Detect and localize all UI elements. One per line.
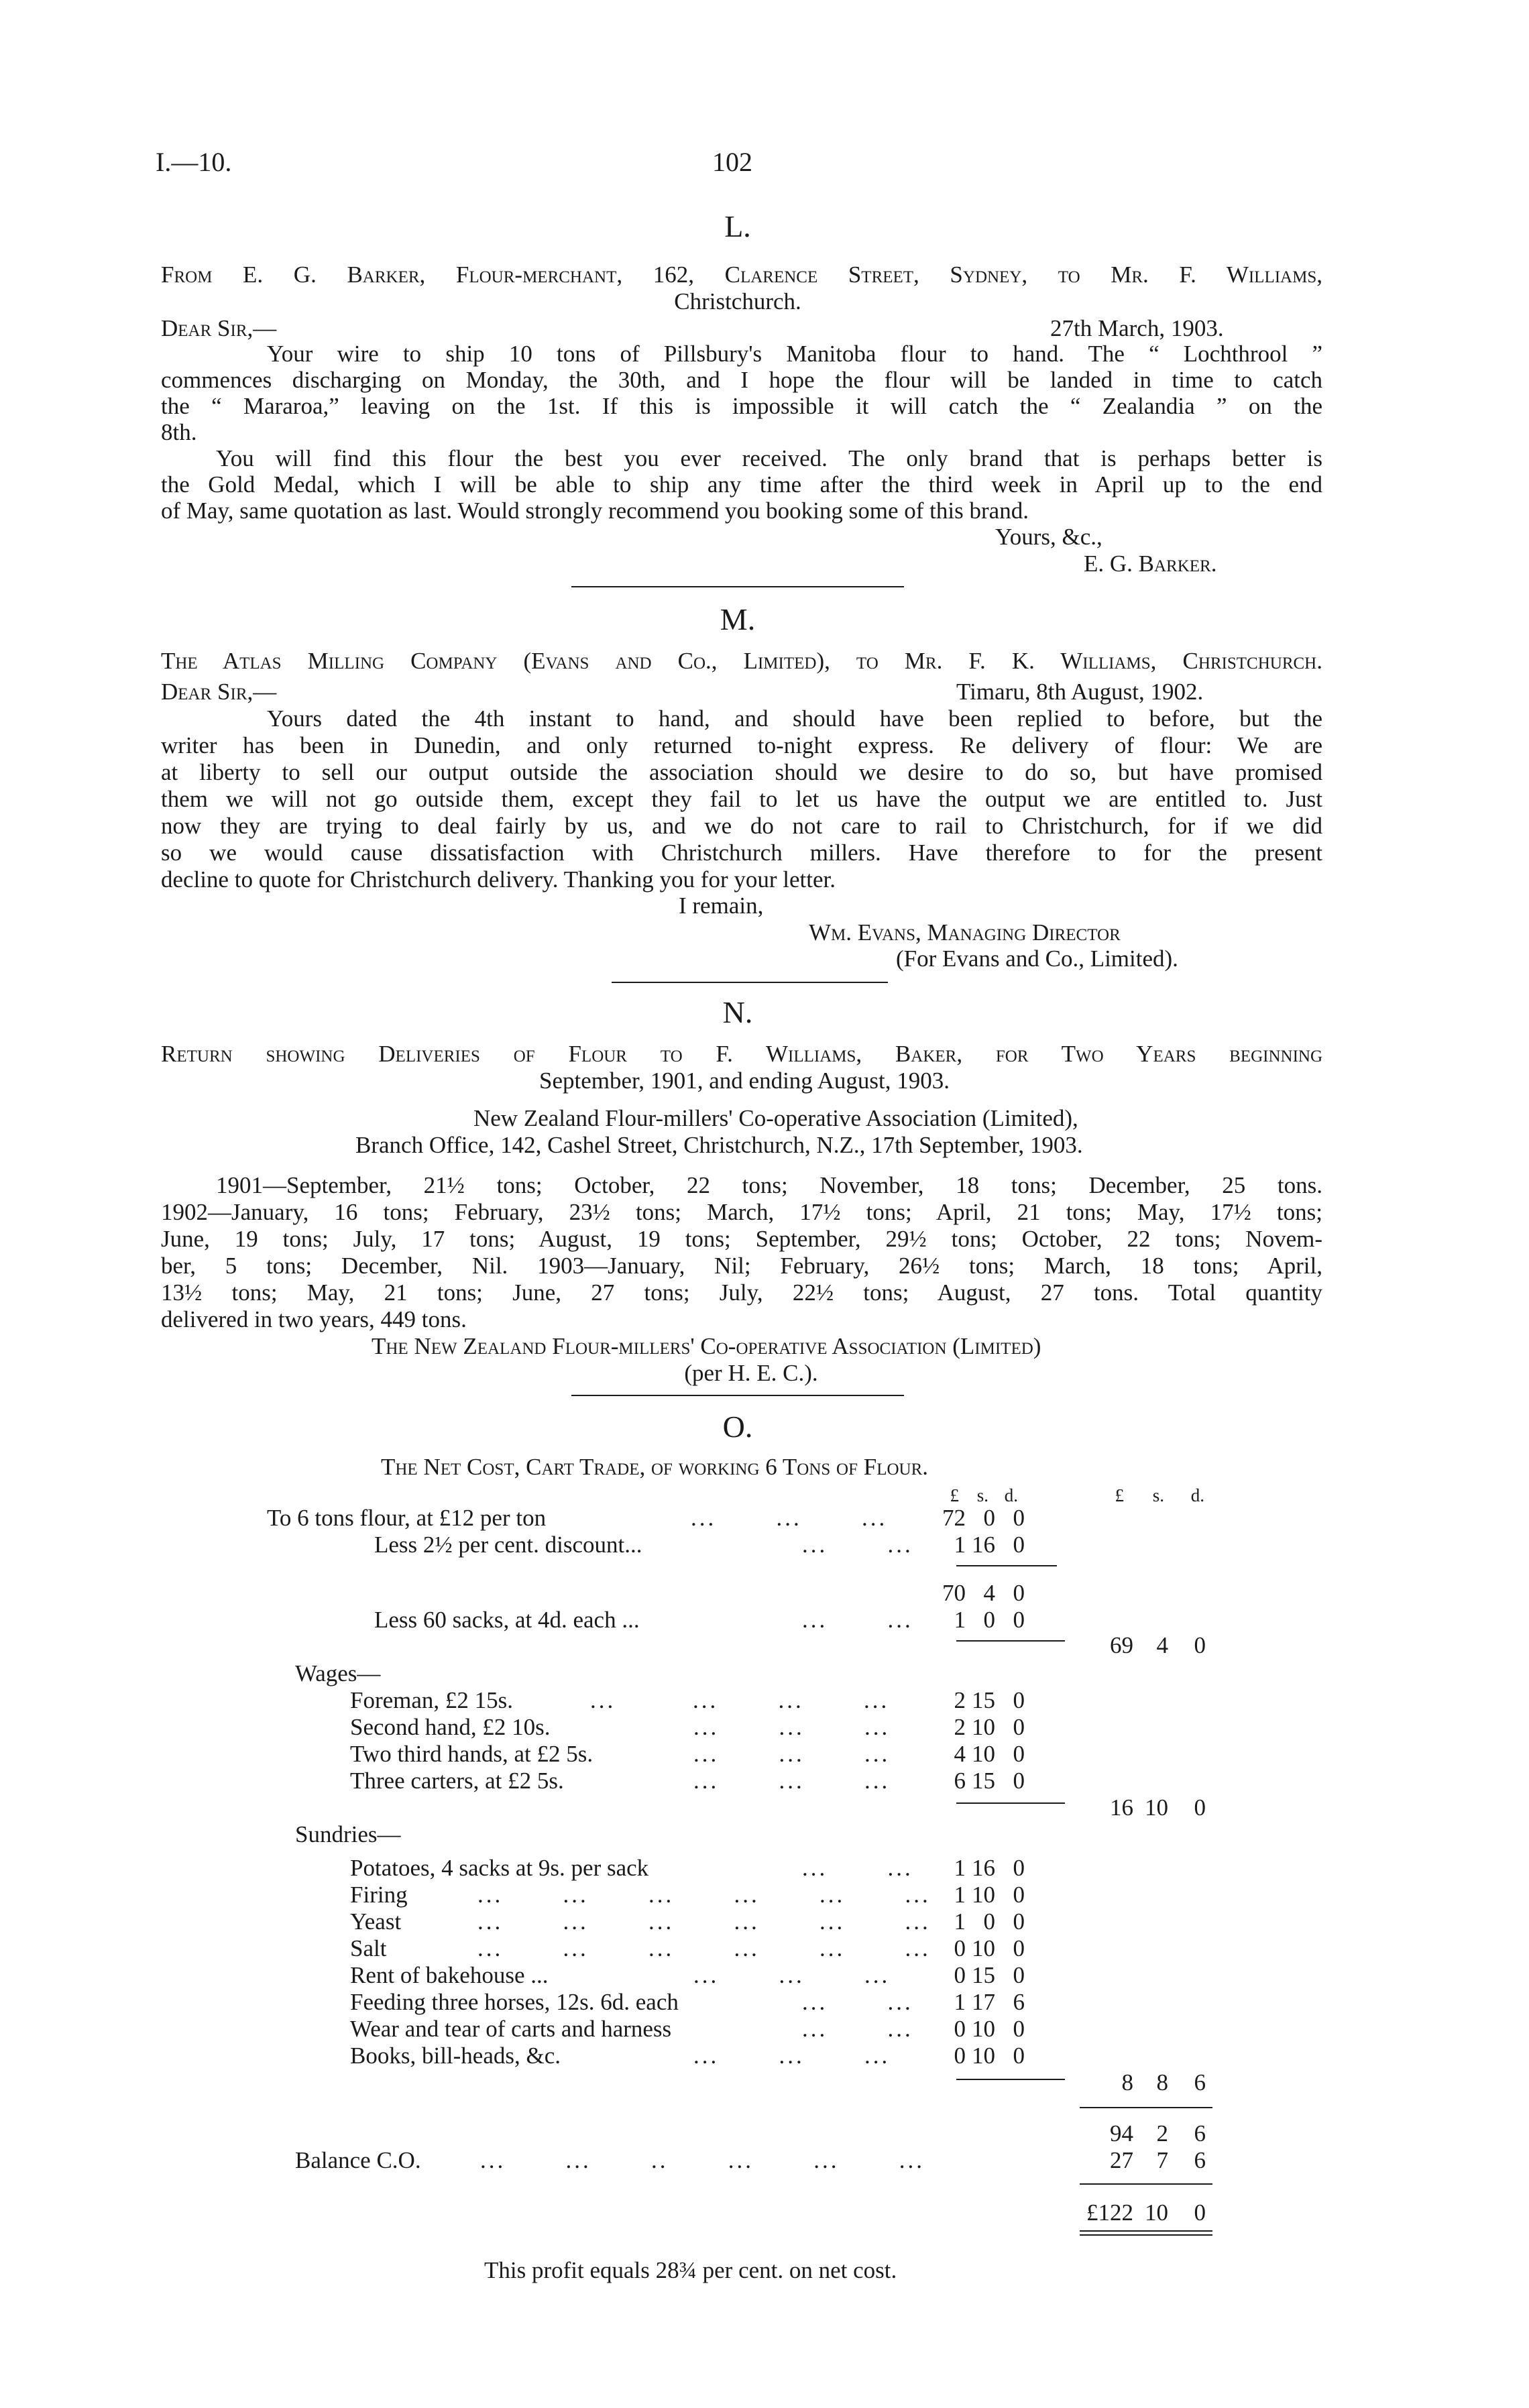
amount-pounds: 4 — [954, 1741, 966, 1767]
section-l-salutation: Dear Sir,— — [161, 315, 277, 341]
grand-total-pounds: £122 — [1086, 2199, 1133, 2226]
amount-pounds: 6 — [954, 1768, 966, 1794]
section-m-date: Timaru, 8th August, 1902. — [956, 679, 1204, 705]
amount-pounds: 2 — [954, 1714, 966, 1740]
amount-shillings: 10 — [972, 1935, 995, 1961]
amount-shillings: 10 — [972, 1714, 995, 1740]
section-m-paragraph-line6: so we would cause dissatisfaction with Christchurch millers. Have therefore to for the present — [161, 840, 1322, 866]
section-l-paragraph1-line1: Your wire to ship 10 tons of Pillsbury's Manitoba flour to hand. The “ Lochthrool ” — [267, 341, 1322, 367]
section-l-signature: E. G. Barker. — [1084, 551, 1217, 577]
amount-pence: 0 — [1013, 1768, 1025, 1794]
leader-dots: ... ... ... — [693, 1768, 891, 1794]
section-n-body-line2: 1902—January, 16 tons; February, 23½ tons; March, 17½ tons; April, 21 tons; May, 17½ tons; — [161, 1199, 1322, 1225]
amount-pence: 0 — [1013, 2043, 1025, 2069]
total-pence: 0 — [1194, 1632, 1206, 1658]
section-m-paragraph-line2: writer has been in Dunedin, and only returned to-night express. Re delivery of flour: We are — [161, 732, 1322, 758]
grand-total-shillings: 10 — [1145, 2199, 1168, 2226]
account-item-label: Yeast — [350, 1908, 402, 1935]
amount-pounds: 0 — [954, 2016, 966, 2042]
column-header-pounds-total: £ — [1115, 1485, 1124, 1505]
total-pounds: 69 — [1110, 1632, 1133, 1658]
amount-pounds: 72 — [942, 1505, 966, 1531]
section-o-title: The Net Cost, Cart Trade, of working 6 Tons of Flour. — [381, 1454, 928, 1480]
account-item-label: Firing — [350, 1882, 408, 1908]
section-divider — [612, 982, 888, 983]
amount-pence: 0 — [1013, 1882, 1025, 1908]
sum-pence: 6 — [1194, 2120, 1206, 2146]
total-shillings: 8 — [1156, 2069, 1168, 2096]
amount-pence: 0 — [1013, 1505, 1025, 1531]
leader-dots: ... ... ... — [693, 2043, 891, 2069]
column-header-shillings: s. — [976, 1485, 988, 1505]
section-l-closing: Yours, &c., — [995, 524, 1102, 550]
section-n-signature: The New Zealand Flour-millers' Co-operative Association (Limited) — [372, 1333, 1041, 1359]
section-l-paragraph1-line2: commences discharging on Monday, the 30th, and I hope the flour will be landed in time to catch — [161, 367, 1322, 393]
grand-total-pence: 0 — [1194, 2199, 1206, 2226]
section-l-paragraph1-line4: 8th. — [161, 419, 197, 445]
amount-pounds: 1 — [954, 1882, 966, 1908]
amount-pence: 0 — [1013, 1741, 1025, 1767]
amount-shillings: 0 — [983, 1505, 995, 1531]
section-n-body-line5: 13½ tons; May, 21 tons; June, 27 tons; July, 22½ tons; August, 27 tons. Total quantity — [161, 1279, 1322, 1306]
leader-dots: ... ... — [802, 1607, 913, 1633]
amount-pounds: 1 — [954, 1908, 966, 1935]
section-divider — [571, 586, 904, 587]
leader-dots: ... ... ... — [693, 1714, 891, 1740]
amount-shillings: 0 — [983, 1607, 995, 1633]
grand-total-rule — [1080, 2183, 1212, 2185]
section-n-body-line3: June, 19 tons; July, 17 tons; August, 19 tons; September, 29½ tons; October, 22 tons; Novem- — [161, 1226, 1322, 1252]
amount-pounds: 1 — [954, 1855, 966, 1881]
amount-pence: 6 — [1013, 1989, 1025, 2015]
section-m-salutation: Dear Sir,— — [161, 679, 277, 705]
section-n-body-line1: 1901—September, 21½ tons; October, 22 tons; November, 18 tons; December, 25 tons. — [216, 1172, 1322, 1198]
balance-pounds: 27 — [1110, 2147, 1133, 2173]
account-item-label: Feeding three horses, 12s. 6d. each — [350, 1989, 679, 2015]
section-m-letter: M. — [720, 602, 756, 636]
account-item-label: Two third hands, at £2 5s. — [350, 1741, 593, 1767]
section-m-paragraph-line1: Yours dated the 4th instant to hand, and should have been replied to before, but the — [267, 705, 1322, 732]
amount-pounds: 1 — [954, 1607, 966, 1633]
leader-dots: ... ... ... ... ... ... — [477, 1882, 931, 1908]
leader-dots: ... ... ... ... — [590, 1687, 890, 1713]
subtotal-pounds: 70 — [942, 1580, 966, 1606]
column-header-pounds: £ — [950, 1485, 959, 1505]
sum-rule — [1080, 2107, 1212, 2108]
subtotal-rule — [956, 2079, 1065, 2080]
amount-pence: 0 — [1013, 2016, 1025, 2042]
section-n-heading-line2: September, 1901, and ending August, 1903. — [539, 1068, 950, 1094]
section-m-signature: Wm. Evans, Managing Director — [809, 919, 1121, 945]
account-item-label: Salt — [350, 1935, 387, 1961]
amount-shillings: 10 — [972, 2043, 995, 2069]
wages-heading: Wages— — [295, 1660, 381, 1686]
section-m-paragraph-line7: decline to quote for Christchurch delivery. Thanking you for your letter. — [161, 866, 836, 893]
account-item-label: To 6 tons flour, at £12 per ton — [267, 1505, 547, 1531]
subtotal-rule — [956, 1802, 1065, 1804]
amount-shillings: 10 — [972, 1741, 995, 1767]
total-pounds: 8 — [1121, 2069, 1133, 2096]
leader-dots: ... ... — [802, 1855, 913, 1881]
amount-pence: 0 — [1013, 1607, 1025, 1633]
section-l-heading-line2: Christchurch. — [674, 288, 801, 314]
amount-pounds: 0 — [954, 1962, 966, 1988]
amount-pounds: 2 — [954, 1687, 966, 1713]
amount-shillings: 10 — [972, 1882, 995, 1908]
amount-pounds: 0 — [954, 2043, 966, 2069]
total-shillings: 4 — [1156, 1632, 1168, 1658]
amount-shillings: 15 — [972, 1768, 995, 1794]
leader-dots: ... ... .. ... ... ... — [480, 2147, 925, 2173]
total-pence: 0 — [1194, 1794, 1206, 1821]
section-l-paragraph1-line3: the “ Mararoa,” leaving on the 1st. If this is impossible it will catch the “ Zealandia ” on the — [161, 393, 1322, 419]
section-l-paragraph2-line2: the Gold Medal, which I will be able to ship any time after the third week in April up to the end — [161, 471, 1322, 498]
section-l-letter: L. — [724, 209, 751, 243]
amount-pounds: 1 — [954, 1989, 966, 2015]
leader-dots: ... ... ... ... ... ... — [477, 1908, 931, 1935]
amount-pence: 0 — [1013, 1935, 1025, 1961]
amount-pounds: 1 — [954, 1532, 966, 1558]
page-number: 102 — [712, 147, 752, 177]
section-m-paragraph-line5: now they are trying to deal fairly by us, and we do not care to rail to Christchurch, for if we did — [161, 813, 1322, 839]
leader-dots: ... ... ... — [693, 1741, 891, 1767]
account-item-label: Less 60 sacks, at 4d. each ... — [374, 1607, 640, 1633]
section-l-paragraph2-line3: of May, same quotation as last. Would strongly recommend you booking some of this brand. — [161, 498, 1029, 524]
balance-pence: 6 — [1194, 2147, 1206, 2173]
subtotal-shillings: 4 — [983, 1580, 995, 1606]
leader-dots: ... ... ... — [691, 1505, 888, 1531]
amount-shillings: 10 — [972, 2016, 995, 2042]
section-m-paragraph-line3: at liberty to sell our output outside the association should we desire to do so, but have promised — [161, 759, 1322, 785]
section-n-address-line2: Branch Office, 142, Cashel Street, Christchurch, N.Z., 17th September, 1903. — [355, 1132, 1083, 1158]
sum-pounds: 94 — [1110, 2120, 1133, 2146]
section-m-heading: The Atlas Milling Company (Evans and Co., Limited), to Mr. F. K. Williams, Christchurch. — [161, 648, 1322, 674]
account-item-label: Three carters, at £2 5s. — [350, 1768, 564, 1794]
total-pence: 6 — [1194, 2069, 1206, 2096]
subtotal-pence: 0 — [1013, 1580, 1025, 1606]
amount-pence: 0 — [1013, 1962, 1025, 1988]
document-reference: I.—10. — [156, 147, 232, 177]
sundries-heading: Sundries— — [295, 1821, 401, 1847]
leader-dots: ... ... — [802, 1989, 913, 2015]
account-item-label: Rent of bakehouse ... — [350, 1962, 549, 1988]
amount-pence: 0 — [1013, 1908, 1025, 1935]
column-header-pence: d. — [1004, 1485, 1018, 1505]
subtotal-rule — [956, 1565, 1057, 1566]
column-header-pence-total: d. — [1190, 1485, 1204, 1505]
account-item-label: Foreman, £2 15s. — [350, 1687, 514, 1713]
account-item-label: Potatoes, 4 sacks at 9s. per sack — [350, 1855, 649, 1881]
account-item-label: Less 2½ per cent. discount... — [374, 1532, 642, 1558]
amount-pence: 0 — [1013, 1855, 1025, 1881]
section-divider — [571, 1395, 904, 1396]
account-item-label: Wear and tear of carts and harness — [350, 2016, 672, 2042]
subtotal-rule — [956, 1640, 1065, 1642]
account-item-label: Second hand, £2 10s. — [350, 1714, 551, 1740]
sum-shillings: 2 — [1156, 2120, 1168, 2146]
amount-pence: 0 — [1013, 1714, 1025, 1740]
section-n-signature-line2: (per H. E. C.). — [684, 1360, 818, 1386]
section-m-signature-line2: (For Evans and Co., Limited). — [896, 945, 1178, 972]
amount-shillings: 15 — [972, 1687, 995, 1713]
section-m-closing: I remain, — [679, 893, 764, 919]
amount-pounds: 0 — [954, 1935, 966, 1961]
profit-footnote: This profit equals 28¾ per cent. on net cost. — [484, 2257, 897, 2283]
amount-shillings: 16 — [972, 1532, 995, 1558]
section-o-letter: O. — [722, 1410, 753, 1444]
leader-dots: ... ... — [802, 1532, 913, 1558]
grand-total-double-rule — [1080, 2230, 1212, 2236]
section-n-address: New Zealand Flour-millers' Co-operative Association (Limited), — [473, 1105, 1078, 1131]
account-item-label: Books, bill-heads, &c. — [350, 2043, 561, 2069]
balance-shillings: 7 — [1156, 2147, 1168, 2173]
amount-shillings: 15 — [972, 1962, 995, 1988]
amount-shillings: 17 — [972, 1989, 995, 2015]
section-l-paragraph2-line1: You will find this flour the best you ever received. The only brand that is perhaps better is — [216, 445, 1322, 471]
amount-shillings: 16 — [972, 1855, 995, 1881]
leader-dots: ... ... ... — [693, 1962, 891, 1988]
balance-label: Balance C.O. — [295, 2147, 421, 2173]
leader-dots: ... ... — [802, 2016, 913, 2042]
section-l-heading: From E. G. Barker, Flour-merchant, 162, Clarence Street, Sydney, to Mr. F. Williams, — [161, 262, 1322, 288]
section-n-heading: Return showing Deliveries of Flour to F. Williams, Baker, for Two Years beginning — [161, 1041, 1322, 1067]
section-l-date: 27th March, 1903. — [1050, 315, 1224, 341]
total-pounds: 16 — [1110, 1794, 1133, 1821]
amount-shillings: 0 — [983, 1908, 995, 1935]
section-n-body-line6: delivered in two years, 449 tons. — [161, 1306, 467, 1332]
section-m-paragraph-line4: them we will not go outside them, except they fail to let us have the output we are entitled to. Just — [161, 786, 1322, 812]
column-header-shillings-total: s. — [1152, 1485, 1164, 1505]
section-n-body-line4: ber, 5 tons; December, Nil. 1903—January, Nil; February, 26½ tons; March, 18 tons; April, — [161, 1253, 1322, 1279]
leader-dots: ... ... ... ... ... ... — [477, 1935, 931, 1961]
section-n-letter: N. — [722, 995, 753, 1029]
total-shillings: 10 — [1145, 1794, 1168, 1821]
amount-pence: 0 — [1013, 1532, 1025, 1558]
amount-pence: 0 — [1013, 1687, 1025, 1713]
